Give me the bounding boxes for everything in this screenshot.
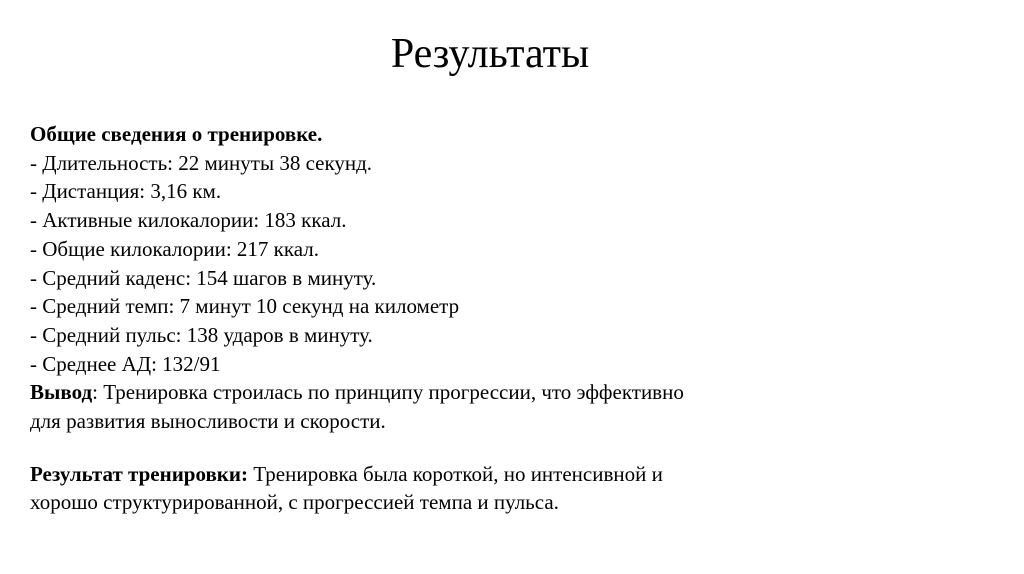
overview-item-duration: - Длительность: 22 минуты 38 секунд. bbox=[30, 150, 373, 175]
overview-item-pulse: - Средний пульс: 138 ударов в минуту. bbox=[30, 322, 373, 347]
overview-item-blood-pressure: - Среднее АД: 132/91 bbox=[30, 351, 221, 376]
slide-title: Результаты bbox=[390, 31, 590, 77]
overview-heading: Общие сведения о тренировке. bbox=[30, 122, 323, 146]
overview-item-active-kcal: - Активные килокалории: 183 ккал. bbox=[30, 208, 347, 233]
result-line-1 bbox=[30, 460, 830, 489]
paragraph-spacer bbox=[30, 436, 830, 460]
overview-item-distance: - Дистанция: 3,16 км. bbox=[30, 179, 222, 204]
overview-item-cadence: - Средний каденс: 154 шагов в минуту. bbox=[30, 265, 377, 290]
result-text-2: хорошо структурированной, с прогрессией темпа и пульса. bbox=[30, 490, 559, 515]
conclusion-text-1: : Тренировка строилась по принципу прогрессии, что эффективно bbox=[92, 380, 684, 405]
conclusion-line-1 bbox=[30, 378, 830, 407]
result-label: Результат тренировки: bbox=[30, 461, 248, 486]
conclusion-text-2: для развития выносливости и скорости. bbox=[30, 409, 386, 434]
result-text-1: Тренировка была короткой, но интенсивной и bbox=[248, 461, 663, 486]
slide-content bbox=[30, 120, 830, 517]
overview-item-total-kcal: - Общие килокалории: 217 ккал. bbox=[30, 236, 319, 261]
conclusion-label: Вывод bbox=[30, 380, 93, 405]
overview-item-pace: - Средний темп: 7 минут 10 секунд на километр bbox=[30, 294, 460, 319]
